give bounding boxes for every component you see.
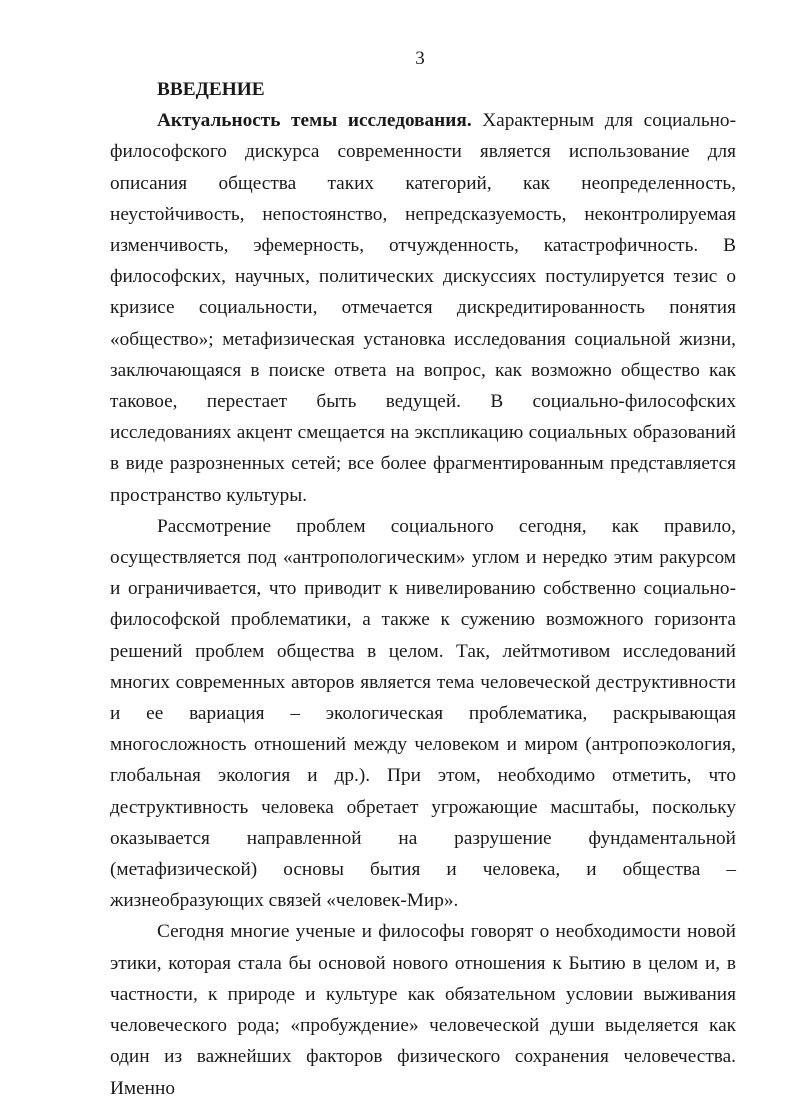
- paragraph-1: [110, 105, 736, 511]
- page-content: [110, 74, 736, 1104]
- paragraph-1-text: Характерным для социально-философского дискурса современности является использование для описания общества таких категорий, как неопределенность, неустойчивость, непостоянство, непредсказуемость, неконтролируемая изменчивость, эфемерность, отчужденность, катастрофичность. В философских, научных, политических дискуссиях постулируется тезис о кризисе социальности, отмечается дискредитированность понятия «общество»; метафизическая установка исследования социальной жизни, заключающаяся в поиске ответа на вопрос, как возможно общество как таковое, перестает быть ведущей. В социально-философских исследованиях акцент смещается на экспликацию социальных образований в виде разрозненных сетей; все более фрагментированным представляется пространство культуры.: [110, 110, 736, 506]
- paragraph-1-lead: Актуальность темы исследования.: [157, 110, 472, 132]
- section-heading: ВВЕДЕНИЕ: [157, 79, 265, 100]
- paragraph-2: [110, 511, 736, 917]
- paragraph-3-text: Сегодня многие ученые и философы говорят о необходимости новой этики, которая стала бы основой нового отношения к Бытию в целом и, в частности, к природе и культуре как обязательном условии выживания человеческого рода; «пробуждение» человеческой души выделяется как один из важнейших факторов физического сохранения человечества. Именно: [110, 921, 736, 1099]
- page-number: 3: [415, 48, 425, 69]
- paragraph-2-text: Рассмотрение проблем социального сегодня, как правило, осуществляется под «антропологическим» углом и нередко этим ракурсом и ограничивается, что приводит к нивелированию собственно социально-философской проблематики, а также к сужению возможного горизонта решений проблем общества в целом. Так, лейтмотивом исследований многих современных авторов является тема человеческой деструктивности и ее вариация – экологическая проблематика, раскрывающая многосложность отношений между человеком и миром (антропоэкология, глобальная экология и др.). При этом, необходимо отметить, что деструктивность человека обретает угрожающие масштабы, поскольку оказывается направленной на разрушение фундаментальной (метафизической) основы бытия и человека, и общества – жизнеобразующих связей «человек-Мир».: [110, 515, 736, 912]
- paragraph-3: [110, 916, 736, 1103]
